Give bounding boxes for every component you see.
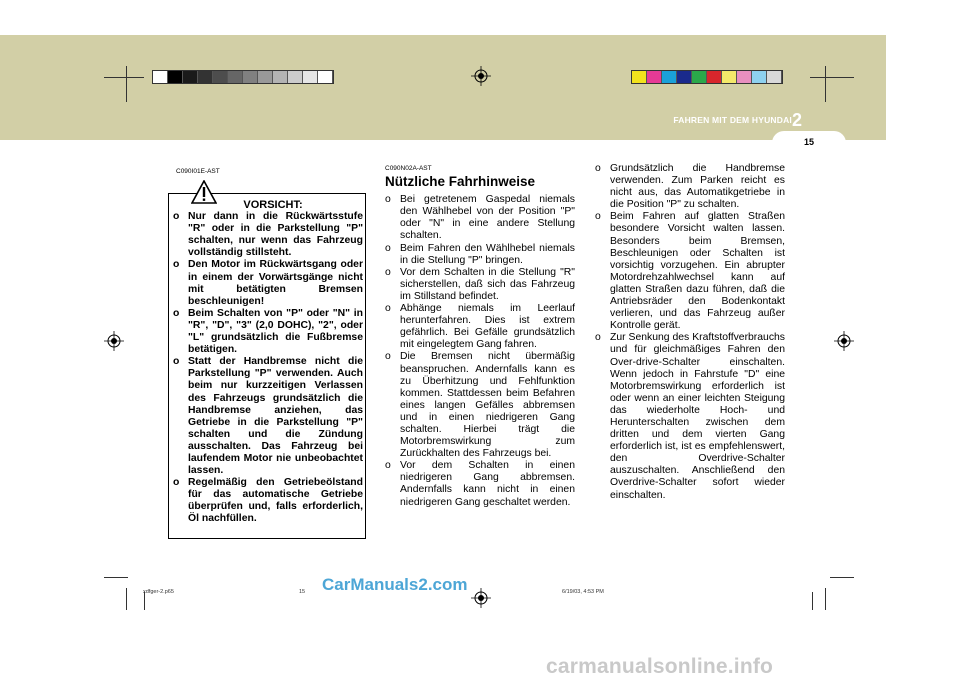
bullet-marker: o (173, 307, 180, 319)
list-item (173, 259, 363, 307)
chapter-title: FAHREN MIT DEM HYUNDAI (673, 115, 792, 125)
page-number-tab (772, 131, 846, 155)
list-item (173, 477, 363, 525)
crop-mark (810, 77, 854, 78)
crop-mark (812, 592, 813, 610)
list-item (385, 351, 575, 460)
color-swatch (168, 71, 183, 83)
driving-tips-list (385, 194, 575, 508)
list-item-text: Statt der Handbremse nicht die Parkstellung "P" verwenden. Auch beim nur kurzzeitigen Verlassen des Fahrzeugs grundsätzlich die Handbremse anziehen, das Getriebe in die Parkstellung "P" schalten und die Zündung ausschalten. Das Fahrzeug bei laufendem Motor nie unbeobachtet lassen. (188, 356, 363, 477)
crop-mark (104, 77, 144, 78)
list-item-text: Beim Fahren auf glatten Straßen besondere Vorsicht walten lassen. Besonders beim Bremsen, Beschleunigen oder Schalten ist vorsichtig vorzugehen. Ein abrupter Motordrehzahlwechsel kann auf glatten Straßen dazu führen, daß die Antriebsräder den Bodenkontakt verlieren, und das Fahrzeug außer Kontrolle gerät. (610, 211, 785, 332)
warning-title: VORSICHT: (243, 199, 303, 211)
site-watermark: carmanualsonline.info (546, 655, 774, 678)
color-swatch (318, 71, 333, 83)
list-item (595, 332, 785, 501)
section-title: Nützliche Fahrhinweise (385, 174, 536, 190)
list-item (595, 211, 785, 332)
list-item (385, 194, 575, 242)
warning-box (168, 193, 366, 539)
list-item-text: Den Motor im Rückwärtsgang oder in einem der Vorwärtsgänge nicht mit betätigten Bremsen beschleunigen! (188, 259, 363, 307)
middle-column (385, 163, 575, 509)
bullet-marker: o (173, 211, 180, 223)
registration-mark-icon (104, 331, 124, 351)
color-swatch (288, 71, 303, 83)
bullet-marker: o (173, 356, 180, 368)
grayscale-color-bar (152, 70, 334, 84)
color-swatch (183, 71, 198, 83)
color-swatch (303, 71, 318, 83)
color-swatch (198, 71, 213, 83)
bullet-marker: o (173, 477, 180, 489)
registration-mark-icon (471, 588, 491, 608)
bullet-marker: o (385, 303, 391, 315)
list-item-text: Zur Senkung des Kraftstoffverbrauchs und für gleichmäßiges Fahren den Over-drive-Schalter einschalten. Wenn jedoch in Fahrstufe "D" eine Motorbremswirkung erforderlich ist oder wenn an einer leichten Steigung das wiederholte Hoch- und Herunterschalten zwischen dem dritten und dem vierten Gang erforderlich ist, ist es empfehlenswert, den Overdrive-Schalter auszuschalten. Anschließend den Overdrive-Schalter sofort wieder einschalten. (610, 332, 785, 501)
process-color-bar (631, 70, 783, 84)
bullet-marker: o (385, 194, 391, 206)
list-item-text: Grundsätzlich die Handbremse verwenden. Zum Parken reicht es nicht aus, das Automatikgetriebe in die Position "P" zu schalten. (610, 163, 785, 211)
bullet-marker: o (385, 351, 391, 363)
color-swatch (632, 71, 647, 83)
bullet-marker: o (173, 259, 180, 271)
color-swatch (258, 71, 273, 83)
crop-mark (830, 577, 854, 578)
color-swatch (213, 71, 228, 83)
registration-mark-icon (471, 66, 491, 86)
bullet-marker: o (385, 242, 391, 254)
crop-mark (825, 588, 826, 610)
color-swatch (707, 71, 722, 83)
color-swatch (692, 71, 707, 83)
list-item (173, 356, 363, 477)
color-swatch (243, 71, 258, 83)
watermark-logo: CarManuals2.com (322, 575, 468, 594)
footer-page: 15 (299, 589, 306, 595)
right-column (595, 163, 785, 502)
bullet-marker: o (385, 460, 391, 472)
crop-mark (825, 66, 826, 102)
list-item-text: Vor dem Schalten in einen niedrigeren Gang abbremsen. Andernfalls kann nicht in einen niedrigeren Gang geschaltet werden. (400, 460, 575, 508)
warning-list (173, 211, 363, 525)
driving-tips-list-continued (595, 163, 785, 502)
color-swatch (752, 71, 767, 83)
color-swatch (647, 71, 662, 83)
page-number: 15 (803, 137, 814, 147)
list-item (385, 303, 575, 351)
color-swatch (677, 71, 692, 83)
chapter-title-wrap (0, 35, 792, 140)
list-item (385, 243, 575, 267)
section-code: C090I01E-AST (176, 168, 220, 175)
bullet-marker: o (595, 211, 601, 223)
warning-content (173, 199, 363, 526)
crop-mark (126, 588, 127, 610)
list-item-text: Regelmäßig den Getriebeölstand für das automatische Getriebe überprüfen und, falls erforderlich, Öl nachfüllen. (188, 477, 363, 525)
color-swatch (153, 71, 168, 83)
header-banner (0, 35, 886, 140)
list-item-text: Beim Schalten von "P" oder "N" in "R", "D", "3" (2,0 DOHC), "2", oder "L" grundsätzlich die Fußbremse betätigen. (188, 307, 363, 356)
color-swatch (662, 71, 677, 83)
registration-mark-icon (834, 331, 854, 351)
list-item (595, 163, 785, 211)
bullet-marker: o (595, 332, 601, 344)
list-item-text: Bei getretenem Gaspedal niemals den Wählhebel von der Position "P" oder "N" in eine andere Stellung schalten. (400, 194, 575, 242)
list-item-text: Die Bremsen nicht übermäßig beanspruchen. Andernfalls kann es zu Überhitzung und Fehlfunktion kommen. Stattdessen beim Befahren eines langen Gefälles abbremsen und in einen niedrigeren Gang schalten. Hierbei trägt die Motorbremswirkung zum Zurückhalten des Fahrzeugs bei. (400, 351, 575, 460)
list-item-text: Beim Fahren den Wählhebel niemals in die Stellung "P" bringen. (400, 242, 575, 266)
list-item-text: Vor dem Schalten in die Stellung "R" sicherstellen, daß sich das Fahrzeug im Stillstand befindet. (400, 266, 575, 302)
color-swatch (273, 71, 288, 83)
bullet-marker: o (595, 163, 601, 174)
bullet-marker: o (385, 266, 391, 278)
color-swatch (228, 71, 243, 83)
color-swatch (737, 71, 752, 83)
color-swatch (767, 71, 782, 83)
list-item (385, 267, 575, 303)
color-swatch (722, 71, 737, 83)
footer-timestamp: 6/19/03, 4:53 PM (562, 589, 604, 595)
list-item-text: Abhänge niemals im Leerlauf herunterfahren. Dies ist extrem gefährlich. Bei Gefälle grundsätzlich mit eingelegtem Gang fahren. (400, 303, 575, 351)
list-item-text: Nur dann in die Rückwärtsstufe "R" oder in die Parkstellung "P" schalten, nur wenn das Fahrzeug vollständig stillsteht. (188, 211, 363, 259)
list-item (385, 460, 575, 508)
list-item (173, 308, 363, 356)
list-item (173, 211, 363, 259)
crop-mark (104, 577, 128, 578)
chapter-number: 2 (791, 110, 802, 130)
section-code: C090N02A-AST (385, 165, 432, 172)
footer-file-name: xdfger-2.p65 (143, 589, 174, 595)
crop-mark (126, 66, 127, 102)
